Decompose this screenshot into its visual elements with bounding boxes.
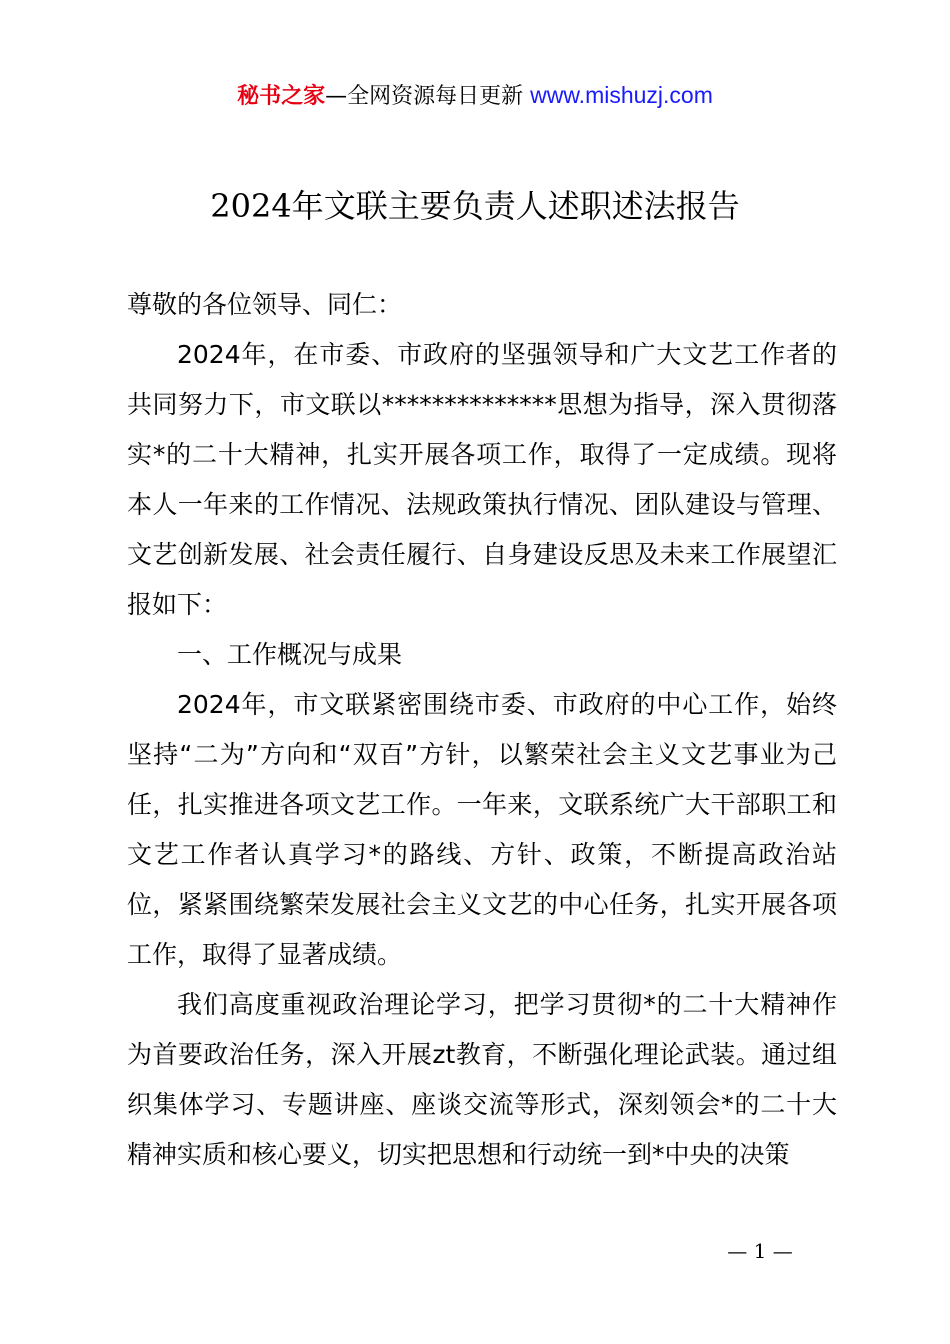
site-tagline: —全网资源每日更新 [325,84,531,109]
paragraph-overview: 2024年，市文联紧密围绕市委、市政府的中心工作，始终坚持“二为”方向和“双百”方针，以繁荣社会主义文艺事业为己任，扎实推进各项文艺工作。一年来，文联系统广大干部职工和文艺工作者认真学习*的路线、方针、政策，不断提高政治站位，紧紧围绕繁荣发展社会主义文艺的中心任务，扎实开展各项工作，取得了显著成绩。 [127,690,837,969]
document-body [127,280,837,1180]
paragraph-intro: 2024年，在市委、市政府的坚强领导和广大文艺工作者的共同努力下，市文联以**************思想为指导，深入贯彻落实*的二十大精神，扎实开展各项工作，取得了一定成绩。现将本人一年来的工作情况、法规政策执行情况、团队建设与管理、文艺创新发展、社会责任履行、自身建设反思及未来工作展望汇报如下： [127,340,837,619]
site-brand: 秘书之家 [237,84,326,109]
site-url-link[interactable]: www.mishuzj.com [530,82,713,108]
section-heading: 一、工作概况与成果 [177,640,403,669]
site-header [0,80,950,112]
paragraph-theory-study: 我们高度重视政治理论学习，把学习贯彻*的二十大精神作为首要政治任务，深入开展zt教育，不断强化理论武装。通过组织集体学习、专题讲座、座谈交流等形式，深刻领会*的二十大精神实质和核心要义，切实把思想和行动统一到*中央的决策 [127,990,837,1169]
document-title: 2024年文联主要负责人述职述法报告 [210,187,740,225]
salutation: 尊敬的各位领导、同仁： [127,290,403,319]
page-number: — 1 — [727,1239,793,1263]
